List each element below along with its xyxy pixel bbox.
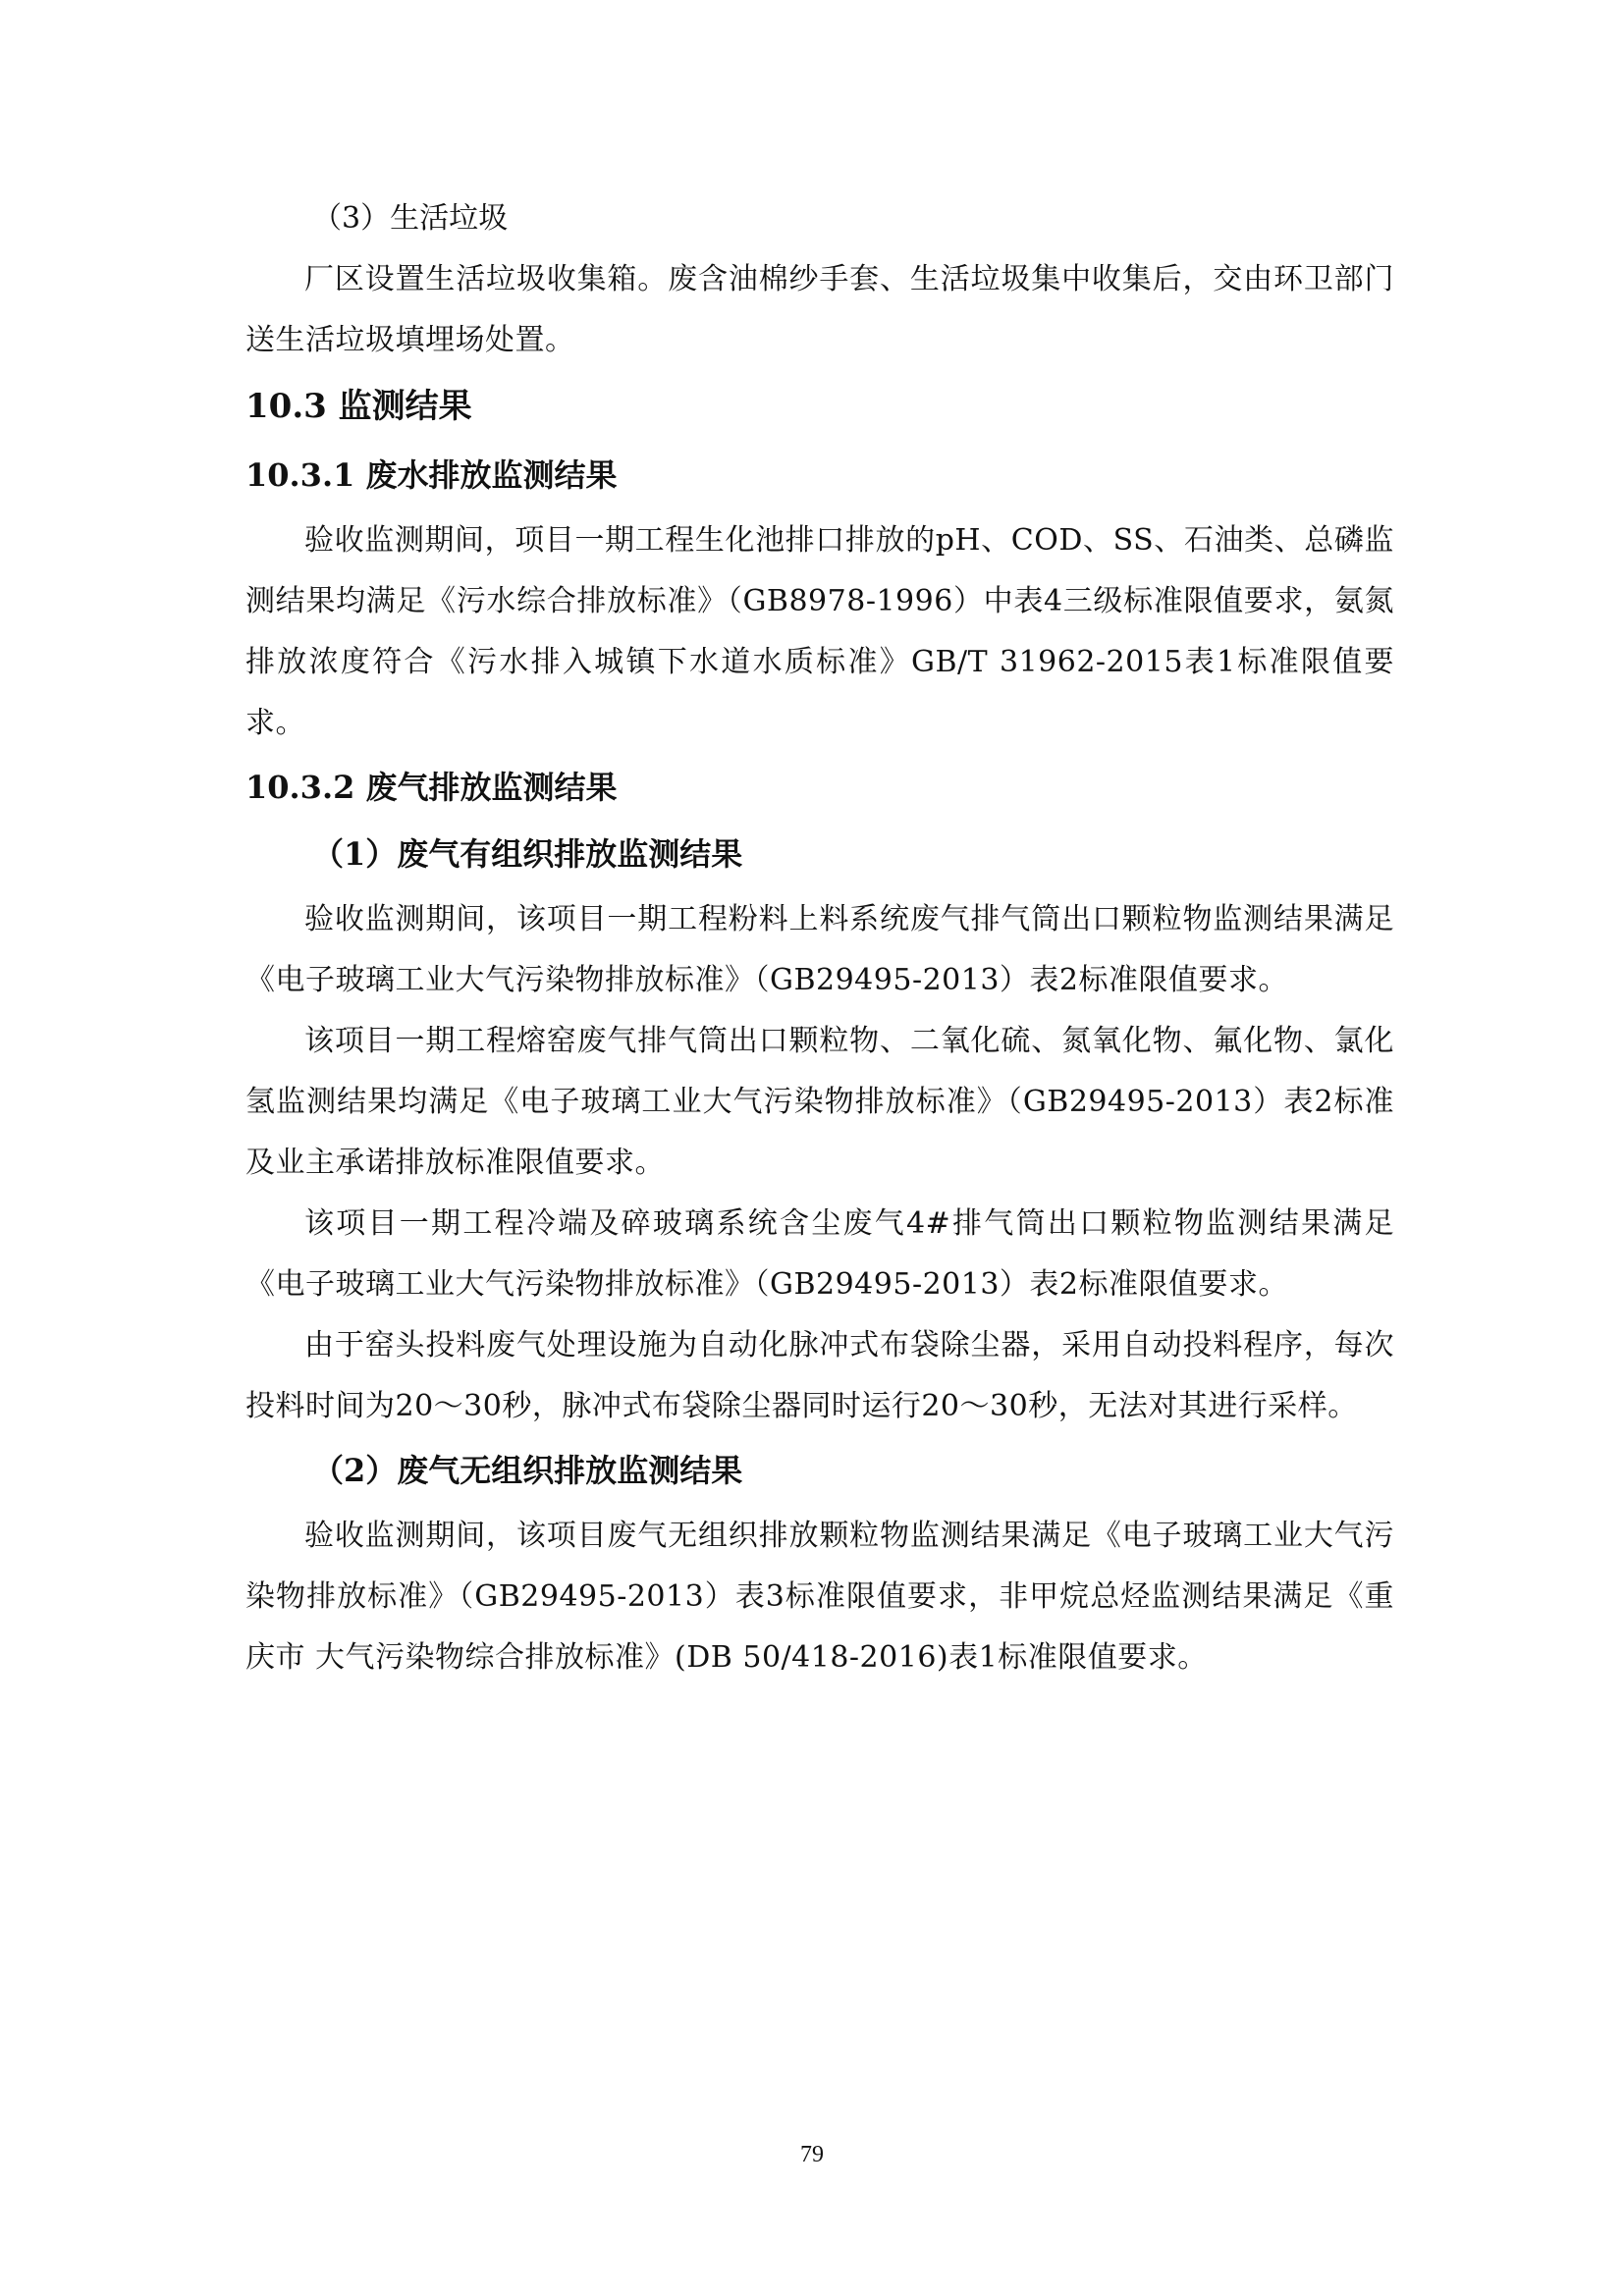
page-content — [245, 188, 1394, 1688]
page-number: 79 — [800, 2142, 824, 2167]
paragraph-unorganized: 验收监测期间，该项目废气无组织排放颗粒物监测结果满足《电子玻璃工业大气污染物排放标准》（GB29495-2013）表3标准限值要求，非甲烷总烃监测结果满足《重庆市 大气污染物综合排放标准》(DB 50/418-2016)表1标准限值要求。 — [245, 1519, 1394, 1675]
paragraph-organized-4: 由于窑头投料废气处理设施为自动化脉冲式布袋除尘器，采用自动投料程序，每次投料时间为20～30秒，脉冲式布袋除尘器同时运行20～30秒，无法对其进行采样。 — [245, 1328, 1394, 1423]
heading-10-3-1: 10.3.1 废水排放监测结果 — [245, 456, 618, 494]
paragraph-domestic-waste: 厂区设置生活垃圾收集箱。废含油棉纱手套、生活垃圾集中收集后，交由环卫部门送生活垃圾填埋场处置。 — [245, 262, 1394, 357]
subheading-domestic-waste: （3）生活垃圾 — [312, 201, 509, 236]
heading-10-3: 10.3 监测结果 — [245, 387, 472, 426]
heading-unorganized-emission: （2）废气无组织排放监测结果 — [312, 1452, 743, 1489]
paragraph-organized-2: 该项目一期工程熔窑废气排气筒出口颗粒物、二氧化硫、氮氧化物、氟化物、氯化氢监测结果均满足《电子玻璃工业大气污染物排放标准》（GB29495-2013）表2标准及业主承诺排放标准限值要求。 — [245, 1024, 1395, 1180]
heading-organized-emission: （1）废气有组织排放监测结果 — [312, 835, 743, 873]
paragraph-wastewater-results: 验收监测期间，项目一期工程生化池排口排放的pH、COD、SS、石油类、总磷监测结果均满足《污水综合排放标准》（GB8978-1996）中表4三级标准限值要求，氨氮排放浓度符合《污水排入城镇下水道水质标准》GB/T 31962-2015表1标准限值要求。 — [245, 523, 1394, 740]
heading-10-3-2: 10.3.2 废气排放监测结果 — [245, 769, 618, 806]
paragraph-organized-1: 验收监测期间，该项目一期工程粉料上料系统废气排气筒出口颗粒物监测结果满足《电子玻璃工业大气污染物排放标准》（GB29495-2013）表2标准限值要求。 — [245, 902, 1394, 997]
paragraph-organized-3: 该项目一期工程冷端及碎玻璃系统含尘废气4#排气筒出口颗粒物监测结果满足《电子玻璃工业大气污染物排放标准》（GB29495-2013）表2标准限值要求。 — [245, 1206, 1394, 1302]
